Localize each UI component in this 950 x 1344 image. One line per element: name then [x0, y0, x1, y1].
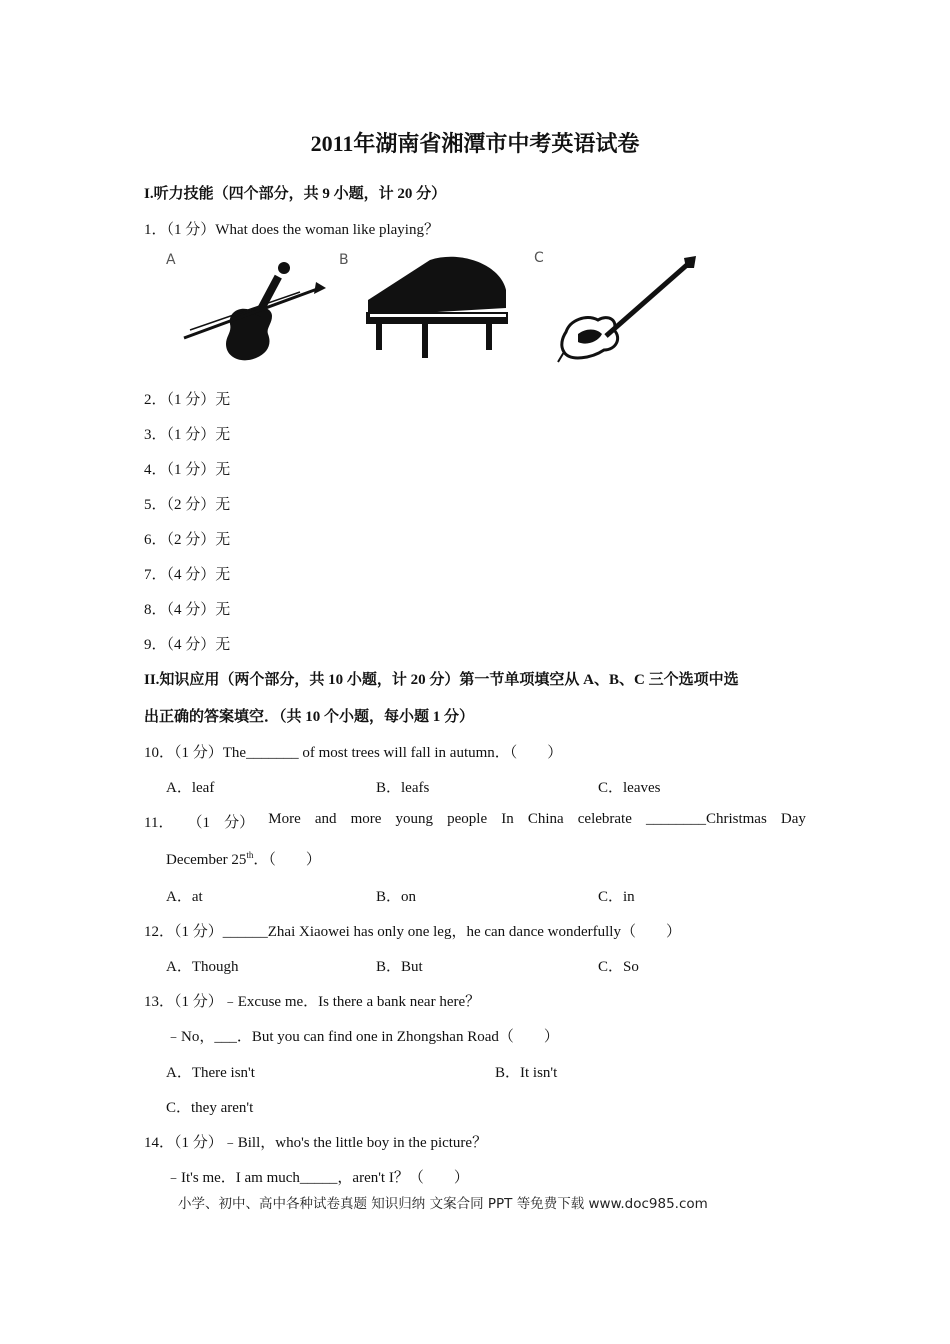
word: More — [268, 811, 301, 827]
word: ________Christmas — [645, 811, 767, 827]
question-text: 无 — [215, 427, 231, 443]
question-number: 4． — [144, 462, 167, 478]
question-text: What does the woman like playing？ — [215, 222, 439, 238]
option-b: B．leafs — [376, 780, 430, 796]
question-text: 无 — [215, 497, 231, 513]
option-b: B．on — [376, 889, 417, 905]
option-a: A．Though — [166, 959, 239, 975]
word: （1 — [187, 815, 211, 831]
text: ．（ ） — [253, 852, 321, 868]
question-3 — [144, 423, 230, 444]
option-a: A．at — [166, 889, 203, 905]
question-score: （4 分） — [166, 602, 216, 618]
superscript: th — [246, 850, 254, 860]
page-title: 2011年湖南省湘潭市中考英语试卷 — [310, 131, 640, 156]
word: young — [395, 811, 434, 827]
question-text: 无 — [215, 532, 231, 548]
question-13-line-2: ﹣No，___．But you can find one in Zhongshan Road（ ） — [166, 1029, 559, 1045]
word: 分） — [224, 815, 255, 831]
question-number: 9． — [144, 637, 167, 653]
question-score: （1 分） — [166, 427, 216, 443]
word: Day — [780, 811, 806, 827]
question-12: 12．（1 分）______Zhai Xiaowei has only one leg，he can dance wonderfully（ ） — [144, 924, 681, 940]
question-score: （4 分） — [166, 637, 216, 653]
word: celebrate — [577, 811, 632, 827]
question-14-line-2: ﹣It's me．I am much_____，aren't I？（ ） — [166, 1170, 469, 1186]
question-1 — [144, 218, 439, 239]
question-10: 10．（1 分）The_______ of most trees will fall in autumn．（ ） — [144, 745, 563, 761]
choice-c-letter: C — [534, 250, 544, 266]
question-number: 3． — [144, 427, 167, 443]
question-13-line-1: 13．（1 分）﹣Excuse me．Is there a bank near here？ — [144, 994, 481, 1010]
question-5 — [144, 493, 230, 514]
question-6 — [144, 528, 230, 549]
question-score: （2 分） — [166, 532, 216, 548]
text: December 25 — [166, 852, 247, 868]
piano-icon — [360, 254, 510, 360]
question-text: 无 — [215, 637, 231, 653]
question-text: 无 — [215, 567, 231, 583]
question-number: 7． — [144, 567, 167, 583]
question-text: 无 — [215, 602, 231, 618]
word: and — [314, 811, 337, 827]
question-text: 无 — [215, 392, 231, 408]
question-7 — [144, 563, 230, 584]
option-c: C．they aren't — [166, 1100, 254, 1116]
guitar-icon — [556, 254, 702, 366]
violin-icon — [180, 258, 330, 368]
question-number: 1． — [144, 222, 167, 238]
option-b: B．But — [376, 959, 423, 975]
question-number: 6． — [144, 532, 167, 548]
question-4 — [144, 458, 230, 479]
question-score: （1 分） — [166, 392, 216, 408]
question-text: 无 — [215, 462, 231, 478]
section-2-heading-line-1: II.知识应用（两个部分，共 10 小题，计 20 分）第一节单项填空从 A、B、C 三个选项中选 — [144, 672, 739, 688]
footer-note: 小学、初中、高中各种试卷真题 知识归纳 文案合同 PPT 等免费下载 www.doc985.com — [178, 1196, 708, 1212]
section-2-heading-line-2: 出正确的答案填空．（共 10 个小题，每小题 1 分） — [144, 709, 475, 725]
question-score: （1 分） — [166, 222, 216, 238]
option-c: C．in — [598, 889, 635, 905]
question-2 — [144, 388, 230, 409]
option-a: A．leaf — [166, 780, 215, 796]
question-number: 8． — [144, 602, 167, 618]
question-score: （1 分） — [166, 462, 216, 478]
word: In — [501, 811, 514, 827]
question-11-line-2 — [166, 848, 321, 869]
question-score: （4 分） — [166, 567, 216, 583]
word: 11． — [144, 815, 174, 831]
question-8 — [144, 598, 230, 619]
question-number: 2． — [144, 392, 167, 408]
question-number: 5． — [144, 497, 167, 513]
option-a: A．There isn't — [166, 1065, 255, 1081]
section-1-heading: I.听力技能（四个部分，共 9 小题，计 20 分） — [144, 186, 447, 202]
word: China — [527, 811, 564, 827]
option-c: C．leaves — [598, 780, 661, 796]
choice-b-letter: B — [339, 252, 349, 268]
word: people — [447, 811, 488, 827]
question-score: （2 分） — [166, 497, 216, 513]
question-11-line-1 — [144, 811, 806, 832]
option-b: B．It isn't — [495, 1065, 558, 1081]
choice-a-letter: A — [166, 252, 176, 268]
question-9 — [144, 633, 230, 654]
question-14-line-1: 14．（1 分）﹣Bill，who's the little boy in the picture？ — [144, 1135, 488, 1151]
option-c: C．So — [598, 959, 639, 975]
word: more — [350, 811, 382, 827]
